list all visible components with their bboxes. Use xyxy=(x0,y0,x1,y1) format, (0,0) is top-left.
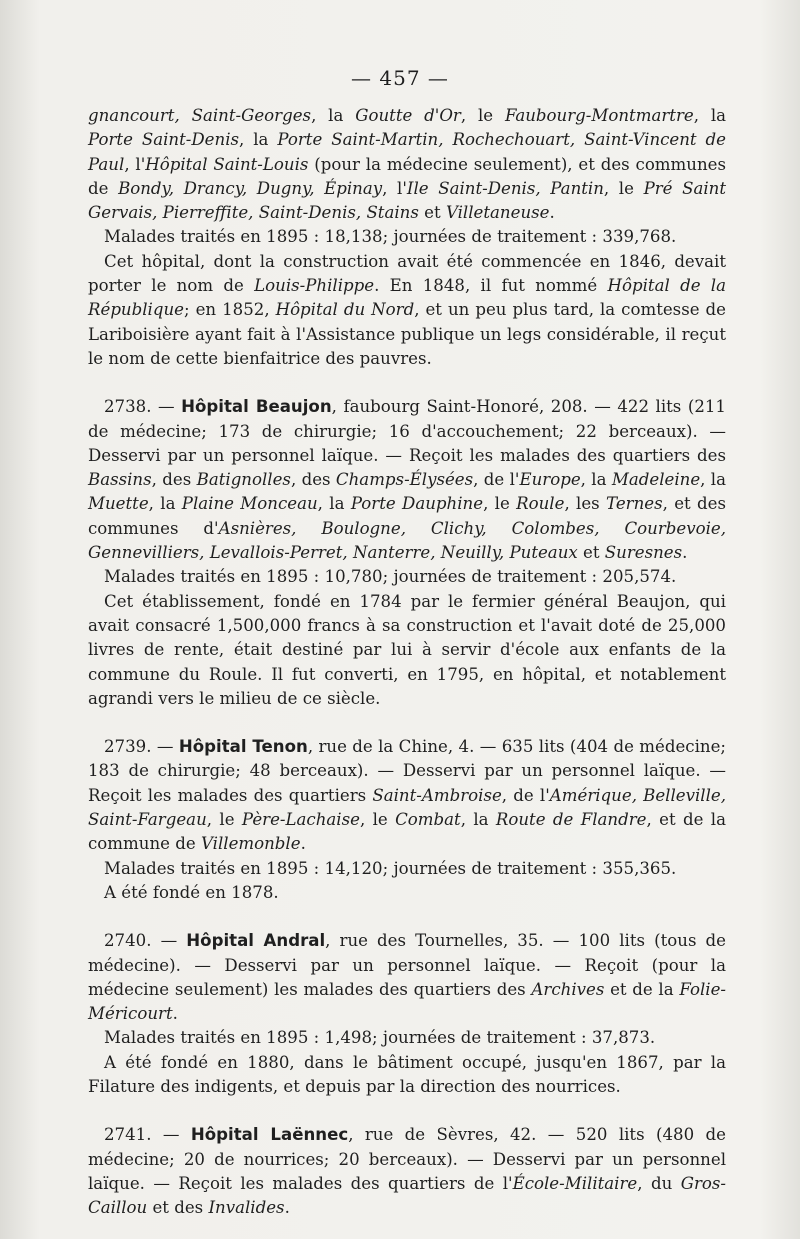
place-name: Suresnes xyxy=(604,543,683,563)
text-run: . xyxy=(300,834,306,854)
place-name: Archives xyxy=(531,979,605,999)
place-name: Hôpital Saint-Louis xyxy=(145,154,309,174)
text-run: 2738. — xyxy=(104,397,182,417)
text-run: , et des communes d' xyxy=(88,494,726,538)
place-name: Faubourg-Montmartre xyxy=(504,106,694,125)
place-name: Porte Saint-Denis xyxy=(88,130,240,150)
hospital-name: Hôpital Beaujon xyxy=(181,397,332,417)
text-run: 2739. — xyxy=(104,737,179,757)
intro-history xyxy=(88,250,726,371)
entry-2741-laennec xyxy=(88,1123,726,1220)
text-run: , le xyxy=(206,810,242,830)
place-name: Muette xyxy=(88,494,149,514)
place-name: Villemonble xyxy=(200,834,301,854)
place-name: Asnières, Boulogne, Clichy, Colombes, Courbevoie, Gennevilliers, Levallois-Perret, Nanterre, Neuilly, Puteaux xyxy=(88,518,726,563)
text-run: , la xyxy=(693,106,727,125)
place-name: Porte Dauphine xyxy=(350,494,484,514)
text-run: , le xyxy=(460,106,505,125)
place-name: Ile Saint-Denis, Pantin xyxy=(406,178,604,198)
text-run: . xyxy=(549,203,555,223)
place-name: Goutte d'Or xyxy=(355,106,461,125)
text-run: A été fondé en 1878. xyxy=(104,882,279,902)
place-name: Ternes xyxy=(606,494,663,514)
text-run: et xyxy=(418,203,446,223)
text-run: et de la xyxy=(604,979,680,999)
page-body xyxy=(88,104,726,1220)
text-run: , la xyxy=(317,494,351,514)
text-run: , faubourg Saint-Honoré, 208. — 422 lits (211 de médecine; 173 de chirurgie; 16 d'accouchement; 22 berceaux). — Desservi par un personnel laïque. — Reçoit les malades des quartiers des xyxy=(88,397,726,465)
place-name: Porte Saint-Martin, Rochechouart, Saint-Vincent de Paul xyxy=(88,130,726,174)
text-run: , du xyxy=(637,1173,681,1193)
place-name: Bondy, Drancy, Dugny, Épinay xyxy=(118,178,383,198)
entry-main xyxy=(88,395,726,565)
text-run: 2740. — xyxy=(104,931,187,951)
text-run: , l' xyxy=(382,178,407,198)
entry-main xyxy=(88,929,726,1026)
text-run: . xyxy=(682,543,688,563)
place-name: Route de Flandre xyxy=(495,810,647,830)
text-run: , rue de Sèvres, 42. — 520 lits (480 de médecine; 20 de nourrices; 20 berceaux). — Desservi par un personnel laïque. — Reçoit les malades des quartiers de l' xyxy=(88,1125,726,1193)
hospital-name: Hôpital Tenon xyxy=(178,737,308,757)
text-run: , le xyxy=(483,494,517,514)
place-name: Roule xyxy=(516,494,565,514)
place-name: Bassins xyxy=(88,470,152,490)
text-run: , rue de la Chine, 4. — 635 lits (404 de médecine; 183 de chirurgie; 48 berceaux). — Desservi par un personnel laïque. — Reçoit les malades des quartiers xyxy=(88,737,726,805)
entry-note xyxy=(88,1051,726,1100)
text-run: , et de la commune de xyxy=(88,810,726,854)
text-run: A été fondé en 1880, dans le bâtiment occupé, jusqu'en 1867, par la Filature des indigents, et depuis par la direction des nourrices. xyxy=(88,1052,726,1096)
place-name: Folie-Méricourt xyxy=(88,979,726,1024)
place-name: gnancourt, Saint-Georges xyxy=(88,106,312,125)
entry-statistics: Malades traités en 1895 : 10,780; journées de traitement : 205,574. xyxy=(104,567,677,587)
place-name: Madeleine xyxy=(611,470,701,490)
place-name: Hôpital de la République xyxy=(88,276,727,320)
entry-statistics: Malades traités en 1895 : 14,120; journées de traitement : 355,365. xyxy=(104,858,677,878)
entry-note xyxy=(88,590,726,711)
entry-2740-andral xyxy=(88,929,726,1099)
text-run: , la xyxy=(239,130,278,150)
text-run: , la xyxy=(460,810,496,830)
entry-main xyxy=(88,1123,726,1220)
text-run: , rue des Tournelles, 35. — 100 lits (tous de médecine). — Desservi par un personnel laïque. — Reçoit (pour la médecine seulement) les malades des quartiers des xyxy=(88,931,726,999)
entry-2739-tenon xyxy=(88,735,726,905)
text-run: . xyxy=(284,1198,290,1218)
hospital-name: Hôpital Laënnec xyxy=(190,1125,349,1145)
place-name: Plaine Monceau xyxy=(181,494,318,514)
text-run: , le xyxy=(603,178,644,198)
text-run: . En 1848, il fut nommé xyxy=(374,276,608,296)
place-name: Hôpital du Nord xyxy=(275,300,415,320)
entry-statistics: Malades traités en 1895 : 1,498; journées de traitement : 37,873. xyxy=(104,1028,656,1048)
text-run: . xyxy=(172,1004,178,1024)
text-run: (pour la médecine seulement), et des communes de xyxy=(88,154,726,198)
place-name: Batignolles xyxy=(196,470,291,490)
place-name: Amérique, Belleville, Saint-Fargeau xyxy=(88,785,727,830)
text-run: , la xyxy=(580,470,612,490)
intro-paragraph xyxy=(88,104,726,225)
place-name: Villetaneuse xyxy=(445,203,550,223)
text-run: et des xyxy=(147,1198,209,1218)
text-run: , la xyxy=(311,106,356,125)
hospital-name: Hôpital Andral xyxy=(186,931,326,951)
text-run: , la xyxy=(700,470,726,490)
entry-main xyxy=(88,735,726,856)
place-name: Louis-Philippe xyxy=(254,276,375,296)
place-name: Père-Lachaise xyxy=(241,810,360,830)
text-run: , le xyxy=(359,810,396,830)
text-run: , les xyxy=(564,494,607,514)
place-name: Combat xyxy=(395,810,461,830)
entry-note xyxy=(88,881,726,905)
intro-statistics: Malades traités en 1895 : 18,138; journées de traitement : 339,768. xyxy=(104,227,677,247)
text-run: , des xyxy=(290,470,336,490)
text-run: Cet établissement, fondé en 1784 par le fermier général Beaujon, qui avait consacré 1,500,000 francs à sa construction et l'avait doté de 25,000 livres de rente, était destiné par lui à servir d'école aux enfants de la commune du Roule. Il fut converti, en 1795, en hôpital, et notablement agrandi vers le milieu de ce siècle. xyxy=(88,591,726,708)
text-run: , de l' xyxy=(473,470,520,490)
text-run: , de l' xyxy=(501,785,550,805)
text-run: , l' xyxy=(124,154,146,174)
place-name: Invalides xyxy=(208,1198,285,1218)
entry-2738-beaujon xyxy=(88,395,726,711)
page-number: — 457 — xyxy=(351,66,449,90)
text-run: , et un peu plus tard, la comtesse de Lariboisière ayant fait à l'Assistance publique un legs considérable, il reçut le nom de cette bienfaitrice des pauvres. xyxy=(88,300,726,368)
place-name: École-Militaire xyxy=(512,1173,638,1193)
text-run: 2741. — xyxy=(104,1125,191,1145)
place-name: Pré Saint Gervais, Pierreffite, Saint-Denis, Stains xyxy=(88,178,727,223)
place-name: Champs-Élysées xyxy=(335,470,474,490)
text-run: et xyxy=(577,543,605,563)
place-name: Europe xyxy=(519,470,581,490)
text-run: ; en 1852, xyxy=(184,300,276,320)
place-name: Saint-Ambroise xyxy=(372,785,502,805)
text-run: , la xyxy=(148,494,182,514)
text-run: , des xyxy=(151,470,197,490)
place-name: Gros-Caillou xyxy=(88,1173,726,1218)
text-run: Cet hôpital, dont la construction avait été commencée en 1846, devait porter le nom de xyxy=(88,251,726,296)
